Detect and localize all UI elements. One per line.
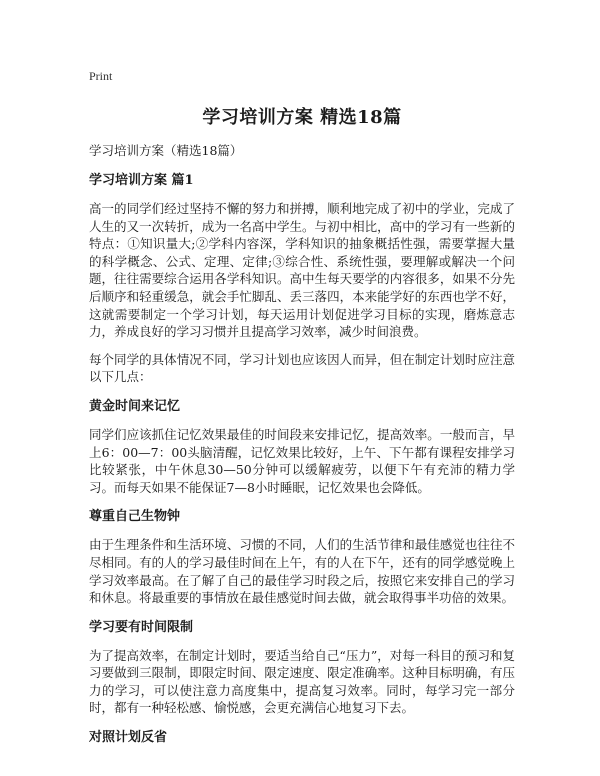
section-heading: 尊重自己生物钟 (89, 509, 181, 525)
section-heading: 学习培训方案 篇1 (89, 173, 194, 188)
paragraph: 高一的同学们经过坚持不懈的努力和拼搏，顺利地完成了初中的学业，完成了人生的又一次转折，成为一名高中学生。与初中相比，高中的学习有一些新的特点：①知识量大;②学科内容深，学科知识的抽象概括性强，需要掌握大量的科学概念、公式、定理、定律;③综合性、系统性强，要理解或解决一个问题，往往需要综合运用各学科知识。高中生每天要学的内容很多，如果不分先后顺序和轻重缓急，就会手忙脚乱、丢三落四，本来能学好的东西也学不好，这就需要制定一个学习计划，每天运用计划促进学习目标的实现，磨炼意志力，养成良好的学习习惯并且提高学习效率，减少时间浪费。 (89, 201, 515, 340)
paragraph: 每个同学的具体情况不同，学习计划也应该因人而异，但在制定计划时应注意以下几点： (89, 351, 515, 385)
paragraph: 由于生理条件和生活环境、习惯的不同，人们的生活节律和最佳感觉也往往不尽相同。有的人的学习最佳时间在上午，有的人在下午，还有的同学感觉晚上学习效率最高。在了解了自己的最佳学习时段之后，按照它来安排自己的学习和休息。将最重要的事情放在最佳感觉时间去做，就会取得事半功倍的效果。 (89, 537, 515, 606)
page-title: 学习培训方案 精选18篇 (202, 107, 402, 128)
section-heading: 对照计划反省 (89, 730, 168, 746)
document-page (89, 68, 515, 747)
section-heading: 学习要有时间限制 (89, 619, 194, 635)
paragraph: 为了提高效率，在制定计划时，要适当给自己“压力”，对每一科目的预习和复习要做到三限制，即限定时间、限定速度、限定准确率。这种目标明确，有压力的学习，可以使注意力高度集中，提高复习效率。同时，每学习完一部分时，都有一种轻松感、愉悦感，会更充满信心地复习下去。 (89, 647, 515, 716)
document-subtitle: 学习培训方案（精选18篇） (89, 143, 243, 158)
paragraph: 同学们应该抓住记忆效果最佳的时间段来安排记忆，提高效率。一般而言，早上6：00—7：00头脑清醒，记忆效果比较好，上午、下午都有课程安排学习比较紧张，中午休息30—50分钟可以缓解疲劳，以便下午有充沛的精力学习。而每天如果不能保证7—8小时睡眠，记忆效果也会降低。 (89, 426, 515, 495)
section-heading: 黄金时间来记忆 (89, 398, 181, 414)
print-link[interactable]: Print (89, 69, 113, 83)
